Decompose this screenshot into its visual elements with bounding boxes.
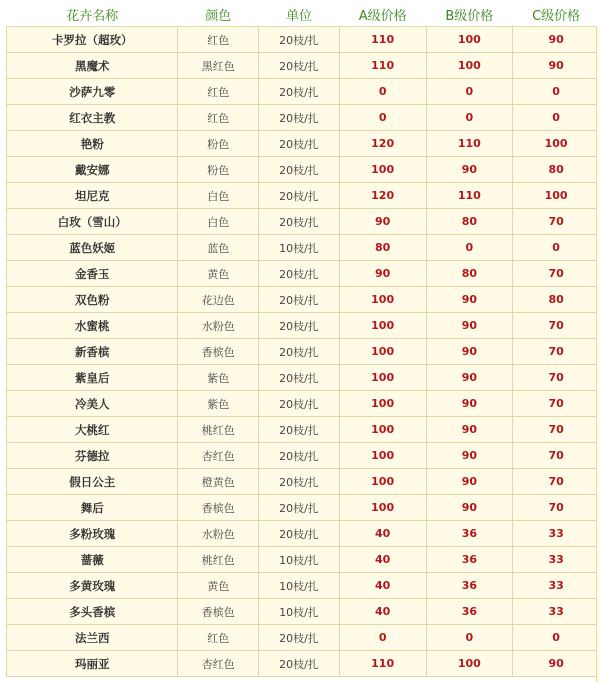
cell-unit: 10枝/扎 (259, 235, 340, 261)
cell-grade-c-price: 70 (513, 417, 600, 443)
cell-grade-a-price: 80 (339, 235, 426, 261)
cell-grade-a-price: 120 (339, 183, 426, 209)
cell-grade-a-price: 100 (339, 391, 426, 417)
cell-color: 橙黄色 (178, 469, 259, 495)
cell-flower-name: 多粉玫瑰 (7, 521, 178, 547)
cell-grade-c-price: 70 (513, 443, 600, 469)
cell-grade-b-price: 90 (426, 469, 513, 495)
cell-grade-a-price: 0 (339, 79, 426, 105)
cell-grade-c-price: 33 (513, 521, 600, 547)
cell-grade-b-price: 90 (426, 365, 513, 391)
cell-color: 水粉色 (178, 521, 259, 547)
cell-color: 白色 (178, 209, 259, 235)
cell-flower-name: 紫皇后 (7, 365, 178, 391)
cell-grade-c-price: 33 (513, 573, 600, 599)
cell-grade-b-price: 36 (426, 573, 513, 599)
table-row (7, 287, 600, 313)
header-grade-a-price: A级价格 (339, 2, 426, 27)
cell-grade-b-price: 100 (426, 651, 513, 677)
cell-flower-name: 沙萨九零 (7, 79, 178, 105)
header-flower-name: 花卉名称 (7, 2, 178, 27)
cell-color: 杏红色 (178, 443, 259, 469)
cell-grade-a-price: 100 (339, 157, 426, 183)
cell-color: 水粉色 (178, 313, 259, 339)
cell-flower-name: 双色粉 (7, 287, 178, 313)
cell-color: 杏红色 (178, 651, 259, 677)
table-row (7, 53, 600, 79)
cell-grade-c-price: 100 (513, 131, 600, 157)
cell-grade-c-price: 100 (513, 183, 600, 209)
cell-grade-a-price: 110 (339, 27, 426, 53)
table-row (7, 495, 600, 521)
cell-flower-name: 多头香槟 (7, 599, 178, 625)
cell-grade-a-price: 100 (339, 469, 426, 495)
table-row (7, 183, 600, 209)
cell-grade-b-price: 0 (426, 625, 513, 651)
cell-color: 黄色 (178, 261, 259, 287)
cell-unit: 20枝/扎 (259, 365, 340, 391)
cell-flower-name: 黑魔术 (7, 53, 178, 79)
cell-color: 粉色 (178, 157, 259, 183)
table-row (7, 209, 600, 235)
cell-color: 黄色 (178, 573, 259, 599)
cell-grade-c-price: 70 (513, 365, 600, 391)
table-row (7, 651, 600, 677)
cell-grade-c-price: 33 (513, 599, 600, 625)
cell-grade-a-price: 100 (339, 495, 426, 521)
cell-flower-name: 蓝色妖姬 (7, 235, 178, 261)
cell-color: 粉色 (178, 131, 259, 157)
cell-grade-c-price: 0 (513, 625, 600, 651)
cell-grade-c-price: 90 (513, 27, 600, 53)
cell-grade-c-price: 0 (513, 79, 600, 105)
cell-flower-name: 蔷薇 (7, 547, 178, 573)
cell-unit: 20枝/扎 (259, 105, 340, 131)
header-color: 颜色 (178, 2, 259, 27)
cell-flower-name: 法兰西 (7, 625, 178, 651)
table-row (7, 27, 600, 53)
cell-grade-c-price: 70 (513, 339, 600, 365)
cell-grade-b-price: 90 (426, 443, 513, 469)
table-row (7, 235, 600, 261)
table-row (7, 339, 600, 365)
cell-grade-c-price: 90 (513, 651, 600, 677)
cell-grade-c-price: 80 (513, 287, 600, 313)
cell-flower-name: 舞后 (7, 495, 178, 521)
cell-color: 桃红色 (178, 417, 259, 443)
cell-flower-name: 卡罗拉（超玫） (7, 27, 178, 53)
table-header-row (7, 2, 600, 27)
cell-unit: 20枝/扎 (259, 157, 340, 183)
table-row (7, 131, 600, 157)
cell-grade-c-price: 70 (513, 209, 600, 235)
cell-grade-a-price: 40 (339, 547, 426, 573)
cell-unit: 20枝/扎 (259, 27, 340, 53)
cell-grade-c-price: 70 (513, 391, 600, 417)
cell-unit: 20枝/扎 (259, 469, 340, 495)
cell-grade-a-price: 100 (339, 287, 426, 313)
table-row (7, 521, 600, 547)
cell-flower-name: 大桃红 (7, 417, 178, 443)
cell-flower-name: 艳粉 (7, 131, 178, 157)
cell-unit: 20枝/扎 (259, 495, 340, 521)
cell-color: 红色 (178, 625, 259, 651)
cell-grade-c-price: 0 (513, 105, 600, 131)
cell-grade-b-price: 90 (426, 417, 513, 443)
table-row (7, 313, 600, 339)
table-row (7, 547, 600, 573)
table-row (7, 157, 600, 183)
cell-grade-a-price: 90 (339, 209, 426, 235)
cell-grade-a-price: 120 (339, 131, 426, 157)
cell-grade-b-price: 80 (426, 209, 513, 235)
cell-unit: 20枝/扎 (259, 131, 340, 157)
cell-flower-name: 金香玉 (7, 261, 178, 287)
table-row (7, 573, 600, 599)
cell-unit: 20枝/扎 (259, 339, 340, 365)
cell-unit: 10枝/扎 (259, 547, 340, 573)
cell-color: 紫色 (178, 365, 259, 391)
cell-grade-a-price: 40 (339, 573, 426, 599)
cell-unit: 20枝/扎 (259, 313, 340, 339)
table-row (7, 599, 600, 625)
cell-grade-b-price: 110 (426, 131, 513, 157)
cell-grade-a-price: 100 (339, 443, 426, 469)
cell-grade-c-price: 70 (513, 469, 600, 495)
cell-color: 红色 (178, 27, 259, 53)
cell-grade-b-price: 90 (426, 495, 513, 521)
cell-unit: 20枝/扎 (259, 261, 340, 287)
cell-grade-b-price: 90 (426, 313, 513, 339)
cell-grade-c-price: 90 (513, 53, 600, 79)
cell-grade-c-price: 70 (513, 313, 600, 339)
cell-grade-a-price: 110 (339, 651, 426, 677)
cell-grade-b-price: 0 (426, 79, 513, 105)
header-unit: 单位 (259, 2, 340, 27)
cell-unit: 20枝/扎 (259, 651, 340, 677)
cell-grade-a-price: 100 (339, 417, 426, 443)
cell-grade-c-price: 80 (513, 157, 600, 183)
cell-unit: 20枝/扎 (259, 625, 340, 651)
cell-grade-b-price: 36 (426, 599, 513, 625)
cell-unit: 20枝/扎 (259, 53, 340, 79)
cell-color: 香槟色 (178, 495, 259, 521)
table-row (7, 261, 600, 287)
cell-unit: 20枝/扎 (259, 209, 340, 235)
cell-color: 紫色 (178, 391, 259, 417)
cell-grade-b-price: 90 (426, 391, 513, 417)
cell-unit: 10枝/扎 (259, 599, 340, 625)
table-row (7, 625, 600, 651)
cell-color: 香槟色 (178, 339, 259, 365)
cell-unit: 20枝/扎 (259, 391, 340, 417)
table-row (7, 469, 600, 495)
table-row (7, 417, 600, 443)
table-row (7, 391, 600, 417)
cell-grade-b-price: 0 (426, 105, 513, 131)
cell-grade-a-price: 100 (339, 339, 426, 365)
cell-flower-name: 水蜜桃 (7, 313, 178, 339)
cell-unit: 20枝/扎 (259, 417, 340, 443)
cell-flower-name: 坦尼克 (7, 183, 178, 209)
cell-grade-b-price: 90 (426, 287, 513, 313)
cell-flower-name: 戴安娜 (7, 157, 178, 183)
cell-grade-c-price: 0 (513, 235, 600, 261)
header-grade-c-price: C级价格 (513, 2, 600, 27)
cell-color: 红色 (178, 79, 259, 105)
header-grade-b-price: B级价格 (426, 2, 513, 27)
table-row (7, 443, 600, 469)
cell-grade-a-price: 90 (339, 261, 426, 287)
cell-unit: 20枝/扎 (259, 521, 340, 547)
cell-color: 桃红色 (178, 547, 259, 573)
cell-flower-name: 白玫（雪山） (7, 209, 178, 235)
cell-grade-a-price: 40 (339, 599, 426, 625)
table-right-edge (596, 26, 600, 682)
cell-unit: 20枝/扎 (259, 79, 340, 105)
cell-color: 黑红色 (178, 53, 259, 79)
cell-grade-b-price: 36 (426, 547, 513, 573)
cell-grade-a-price: 40 (339, 521, 426, 547)
cell-grade-c-price: 33 (513, 547, 600, 573)
table-row (7, 79, 600, 105)
table-row (7, 105, 600, 131)
cell-color: 香槟色 (178, 599, 259, 625)
cell-grade-b-price: 100 (426, 27, 513, 53)
cell-flower-name: 芬德拉 (7, 443, 178, 469)
cell-flower-name: 红衣主教 (7, 105, 178, 131)
cell-flower-name: 多黄玫瑰 (7, 573, 178, 599)
cell-flower-name: 玛丽亚 (7, 651, 178, 677)
cell-grade-b-price: 100 (426, 53, 513, 79)
cell-grade-b-price: 90 (426, 157, 513, 183)
cell-grade-b-price: 80 (426, 261, 513, 287)
table-row (7, 365, 600, 391)
cell-unit: 10枝/扎 (259, 573, 340, 599)
cell-grade-b-price: 0 (426, 235, 513, 261)
table-body (7, 27, 600, 677)
cell-flower-name: 新香槟 (7, 339, 178, 365)
cell-grade-b-price: 36 (426, 521, 513, 547)
cell-grade-a-price: 0 (339, 105, 426, 131)
cell-grade-b-price: 110 (426, 183, 513, 209)
cell-unit: 20枝/扎 (259, 183, 340, 209)
cell-grade-a-price: 100 (339, 313, 426, 339)
cell-grade-c-price: 70 (513, 261, 600, 287)
cell-grade-c-price: 70 (513, 495, 600, 521)
cell-color: 蓝色 (178, 235, 259, 261)
cell-flower-name: 假日公主 (7, 469, 178, 495)
cell-color: 花边色 (178, 287, 259, 313)
cell-grade-b-price: 90 (426, 339, 513, 365)
cell-color: 红色 (178, 105, 259, 131)
flower-price-table (6, 2, 600, 677)
cell-unit: 20枝/扎 (259, 287, 340, 313)
cell-grade-a-price: 0 (339, 625, 426, 651)
cell-unit: 20枝/扎 (259, 443, 340, 469)
cell-grade-a-price: 110 (339, 53, 426, 79)
cell-flower-name: 冷美人 (7, 391, 178, 417)
cell-color: 白色 (178, 183, 259, 209)
cell-grade-a-price: 100 (339, 365, 426, 391)
